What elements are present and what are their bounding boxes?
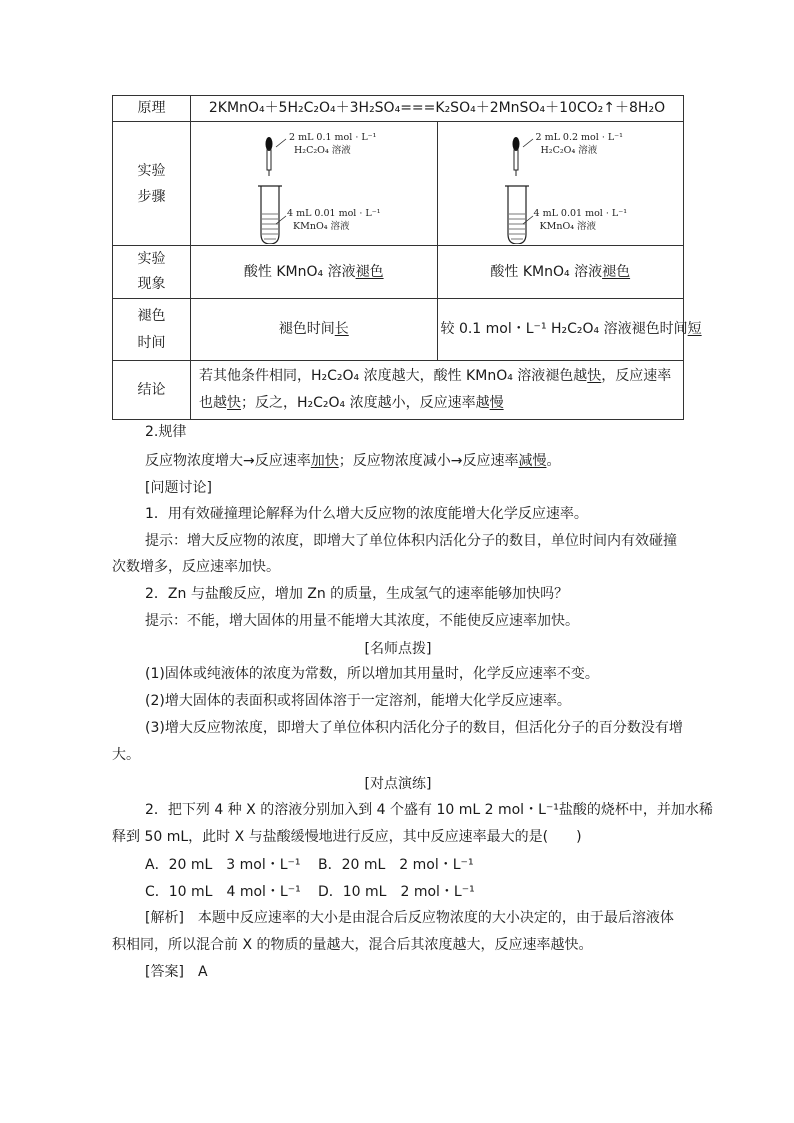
right-dropper-label-1: 2 mL 0.2 mol · L⁻¹ <box>535 131 623 143</box>
rule-part-2: ；反应物浓度减小→反应速率 <box>338 453 519 469</box>
test-tube <box>508 186 526 244</box>
row-label-time-a: 褪色 <box>137 307 166 324</box>
table-row-time <box>113 299 684 361</box>
tube-liquid <box>262 214 278 239</box>
rule-part-3: 。 <box>546 453 561 469</box>
row-label-steps-b: 步骤 <box>137 188 166 205</box>
time-right-underlined: 短 <box>687 321 702 337</box>
phenomenon-left-underlined: 褪色 <box>355 263 384 280</box>
conclusion-part-3: ；反之，H₂C₂O₄ 浓度越小，反应速率越 <box>241 395 490 411</box>
conclusion-part-1: 若其他条件相同，H₂C₂O₄ 浓度越大，酸性 KMnO₄ 溶液褪色越 <box>199 368 588 384</box>
discussion-answer-1-line-2: 次数增多，反应速率加快。 <box>112 559 280 575</box>
conclusion-part-2: ，反应速率也越 <box>199 368 672 411</box>
experiment-table <box>112 95 702 420</box>
tips-point-3-line-1: (3)增大反应物浓度，即增大了单位体积内活化分子的数目，但活化分子的百分数没有增 <box>145 720 683 736</box>
time-left-underlined: 长 <box>334 321 349 337</box>
row-label-principle: 原理 <box>113 96 191 122</box>
table-row-conclusion <box>113 361 684 420</box>
tips-point-1: (1)固体或纯液体的浓度为常数，所以增加其用量时，化学反应速率不变。 <box>145 666 599 682</box>
row-label-time <box>113 299 191 361</box>
table-row-principle <box>113 96 684 122</box>
discussion-question-2: 2．Zn 与盐酸反应，增加 Zn 的质量，生成氢气的速率能够加快吗？ <box>145 586 569 602</box>
phenomenon-left-text: 酸性 KMnO₄ 溶液 <box>243 263 356 280</box>
option-a: A．20 mL 3 mol・L⁻¹ <box>145 857 301 873</box>
discussion-heading: [问题讨论] <box>145 480 212 496</box>
left-dropper-label-2: H₂C₂O₄ 溶液 <box>294 144 351 156</box>
discussion-question-1: 1．用有效碰撞理论解释为什么增大反应物的浓度能增大化学反应速率。 <box>145 506 588 522</box>
tips-heading: [名师点拨] <box>364 641 432 657</box>
conclusion-underline-3: 慢 <box>489 395 504 411</box>
discussion-answer-2: 提示：不能，增大固体的用量不能增大其浓度，不能使反应速率加快。 <box>145 613 579 629</box>
row-label-phenomenon <box>113 246 191 299</box>
test-tube <box>261 186 279 244</box>
row-label-conclusion: 结论 <box>113 361 191 420</box>
dropper-bulb <box>266 137 273 151</box>
tube-liquid <box>509 214 525 239</box>
time-left-text: 褪色时间 <box>278 321 335 337</box>
right-tube-label-2: KMnO₄ 溶液 <box>539 220 597 232</box>
time-right-text: 较 0.1 mol・L⁻¹ H₂C₂O₄ 溶液褪色时间 <box>440 321 688 337</box>
left-apparatus-cell <box>191 122 438 246</box>
phenomenon-left <box>191 246 438 299</box>
phenomenon-right-text: 酸性 KMnO₄ 溶液 <box>490 263 603 280</box>
reaction-equation: 2KMnO₄＋5H₂C₂O₄＋3H₂SO₄===K₂SO₄＋2MnSO₄＋10CO₂↑＋8H₂O <box>191 96 684 122</box>
table-row-steps <box>113 122 684 246</box>
rule-heading: 2.规律 <box>145 424 187 440</box>
conclusion-text <box>191 361 684 420</box>
answer-label: [答案] <box>145 964 184 980</box>
row-label-phenomenon-b: 现象 <box>137 276 166 292</box>
phenomenon-right <box>437 246 684 299</box>
option-b: B．20 mL 2 mol・L⁻¹ <box>318 857 474 873</box>
option-c: C．10 mL 4 mol・L⁻¹ <box>145 884 301 900</box>
conclusion-underline-1: 快 <box>587 368 602 384</box>
left-apparatus <box>194 124 434 244</box>
answer-value: A <box>197 964 208 980</box>
right-dropper-label-2: H₂C₂O₄ 溶液 <box>540 144 598 156</box>
right-apparatus <box>441 124 681 244</box>
practice-heading: [对点演练] <box>364 776 432 792</box>
tips-point-2: (2)增大固体的表面积或将固体溶于一定溶剂，能增大化学反应速率。 <box>145 693 571 709</box>
dropper-tube <box>267 150 271 170</box>
practice-question-line-2: 释到 50 mL，此时 X 与盐酸缓慢地进行反应，其中反应速率最大的是( ) <box>112 829 582 845</box>
conclusion-underline-2: 快 <box>227 395 241 411</box>
row-label-steps <box>113 122 191 246</box>
answer-line <box>145 962 208 982</box>
left-tube-label-2: KMnO₄ 溶液 <box>293 220 350 232</box>
left-dropper-label-1: 2 mL 0.1 mol · L⁻¹ <box>289 131 377 143</box>
row-label-steps-a: 实验 <box>137 162 166 179</box>
rule-text <box>145 451 560 471</box>
rule-underline-1: 加快 <box>310 453 339 469</box>
left-tube-label-1: 4 mL 0.01 mol · L⁻¹ <box>287 207 381 219</box>
discussion-answer-1-line-1: 提示：增大反应物的浓度，即增大了单位体积内活化分子的数目，单位时间内有效碰撞 <box>145 533 677 549</box>
rule-underline-2: 减慢 <box>518 453 547 469</box>
table-row-phenomenon <box>113 246 684 299</box>
analysis-line-2: 积相同，所以混合前 X 的物质的量越大，混合后其浓度越大，反应速率越快。 <box>112 937 593 953</box>
right-apparatus-cell <box>437 122 684 246</box>
dropper-bulb <box>512 137 519 151</box>
tips-point-3-line-2: 大。 <box>112 747 140 763</box>
rule-part-1: 反应物浓度增大→反应速率 <box>145 453 311 469</box>
time-left <box>191 299 438 361</box>
row-label-time-b: 时间 <box>137 334 166 351</box>
right-tube-label-1: 4 mL 0.01 mol · L⁻¹ <box>533 207 628 219</box>
time-right <box>437 299 702 361</box>
analysis-line-1: [解析] 本题中反应速率的大小是由混合后反应物浓度的大小决定的，由于最后溶液体 <box>145 910 674 926</box>
option-d: D．10 mL 2 mol・L⁻¹ <box>318 884 475 900</box>
practice-question-line-1: 2．把下列 4 种 X 的溶液分别加入到 4 个盛有 10 mL 2 mol・L⁻¹盐酸的烧杯中，并加水稀 <box>145 802 713 818</box>
dropper-tube <box>514 150 518 170</box>
row-label-phenomenon-a: 实验 <box>137 251 166 267</box>
phenomenon-right-underlined: 褪色 <box>602 263 631 280</box>
